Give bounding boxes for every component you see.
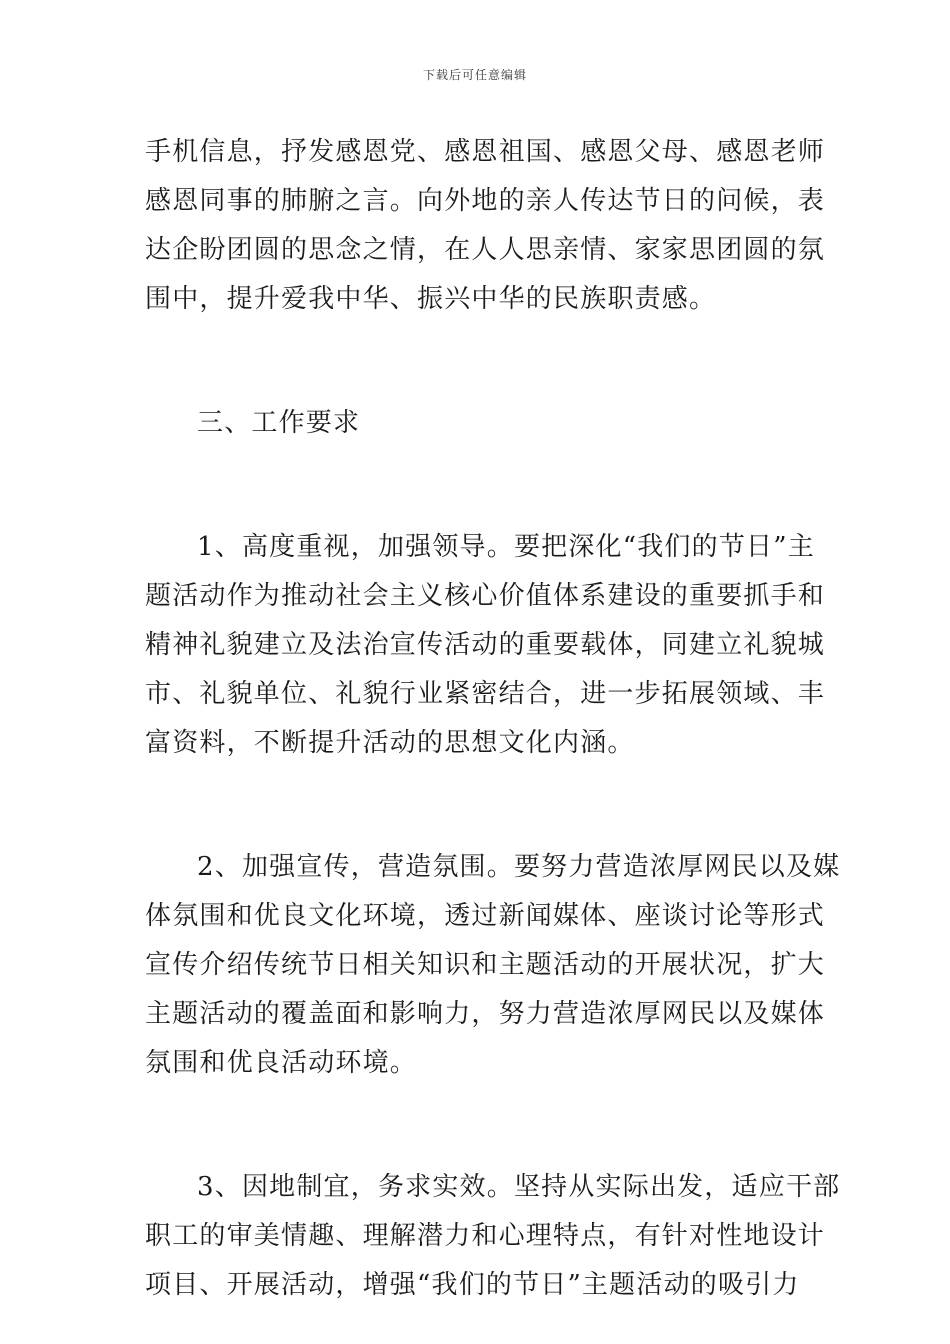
text-line: 宣传介绍传统节日相关知识和主题活动的开展状况，扩大: [145, 950, 826, 980]
text-line: 手机信息，抒发感恩党、感恩祖国、感恩父母、感恩老师: [145, 137, 826, 167]
paragraph-item-3: [145, 1163, 841, 1310]
text-line: 主题活动的覆盖面和影响力，努力营造浓厚网民以及媒体: [145, 999, 826, 1029]
text-line: 氛围和优良活动环境。: [145, 1048, 418, 1078]
page-header: 下载后可任意编辑: [422, 68, 527, 82]
text-line: 市、礼貌单位、礼貌行业紧密结合，进一步拓展领域、丰: [145, 679, 826, 709]
paragraph-item-2: [145, 843, 841, 1088]
document-body: [145, 128, 841, 1310]
text-line: 富资料，不断提升活动的思想文化内涵。: [145, 728, 635, 758]
text-line: 题活动作为推动社会主义核心价值体系建设的重要抓手和: [145, 581, 826, 611]
text-line: 围中，提升爱我中华、振兴中华的民族职责感。: [145, 284, 717, 314]
text-line: 2、加强宣传，营造氛围。要努力营造浓厚网民以及媒: [197, 852, 841, 882]
text-line: 感恩同事的肺腑之言。向外地的亲人传达节日的问候，表: [145, 186, 826, 216]
text-line: 体氛围和优良文化环境，透过新闻媒体、座谈讨论等形式: [145, 901, 826, 931]
text-line: 职工的审美情趣、理解潜力和心理特点，有针对性地设计: [145, 1221, 826, 1251]
text-line: 3、因地制宜，务求实效。坚持从实际出发，适应干部: [197, 1172, 841, 1202]
text-line: 1、高度重视，加强领导。要把深化“我们的节日”主: [197, 532, 815, 562]
text-line: 精神礼貌建立及法治宣传活动的重要载体，同建立礼貌城: [145, 630, 826, 660]
text-line: 达企盼团圆的思念之情，在人人思亲情、家家思团圆的氛: [145, 235, 826, 265]
text-line: 项目、开展活动，增强“我们的节日”主题活动的吸引力: [145, 1270, 800, 1300]
heading-line: 三、工作要求: [197, 408, 361, 438]
paragraph-item-1: [145, 523, 826, 768]
section-heading: [145, 399, 809, 448]
paragraph-continuation: [145, 128, 826, 324]
